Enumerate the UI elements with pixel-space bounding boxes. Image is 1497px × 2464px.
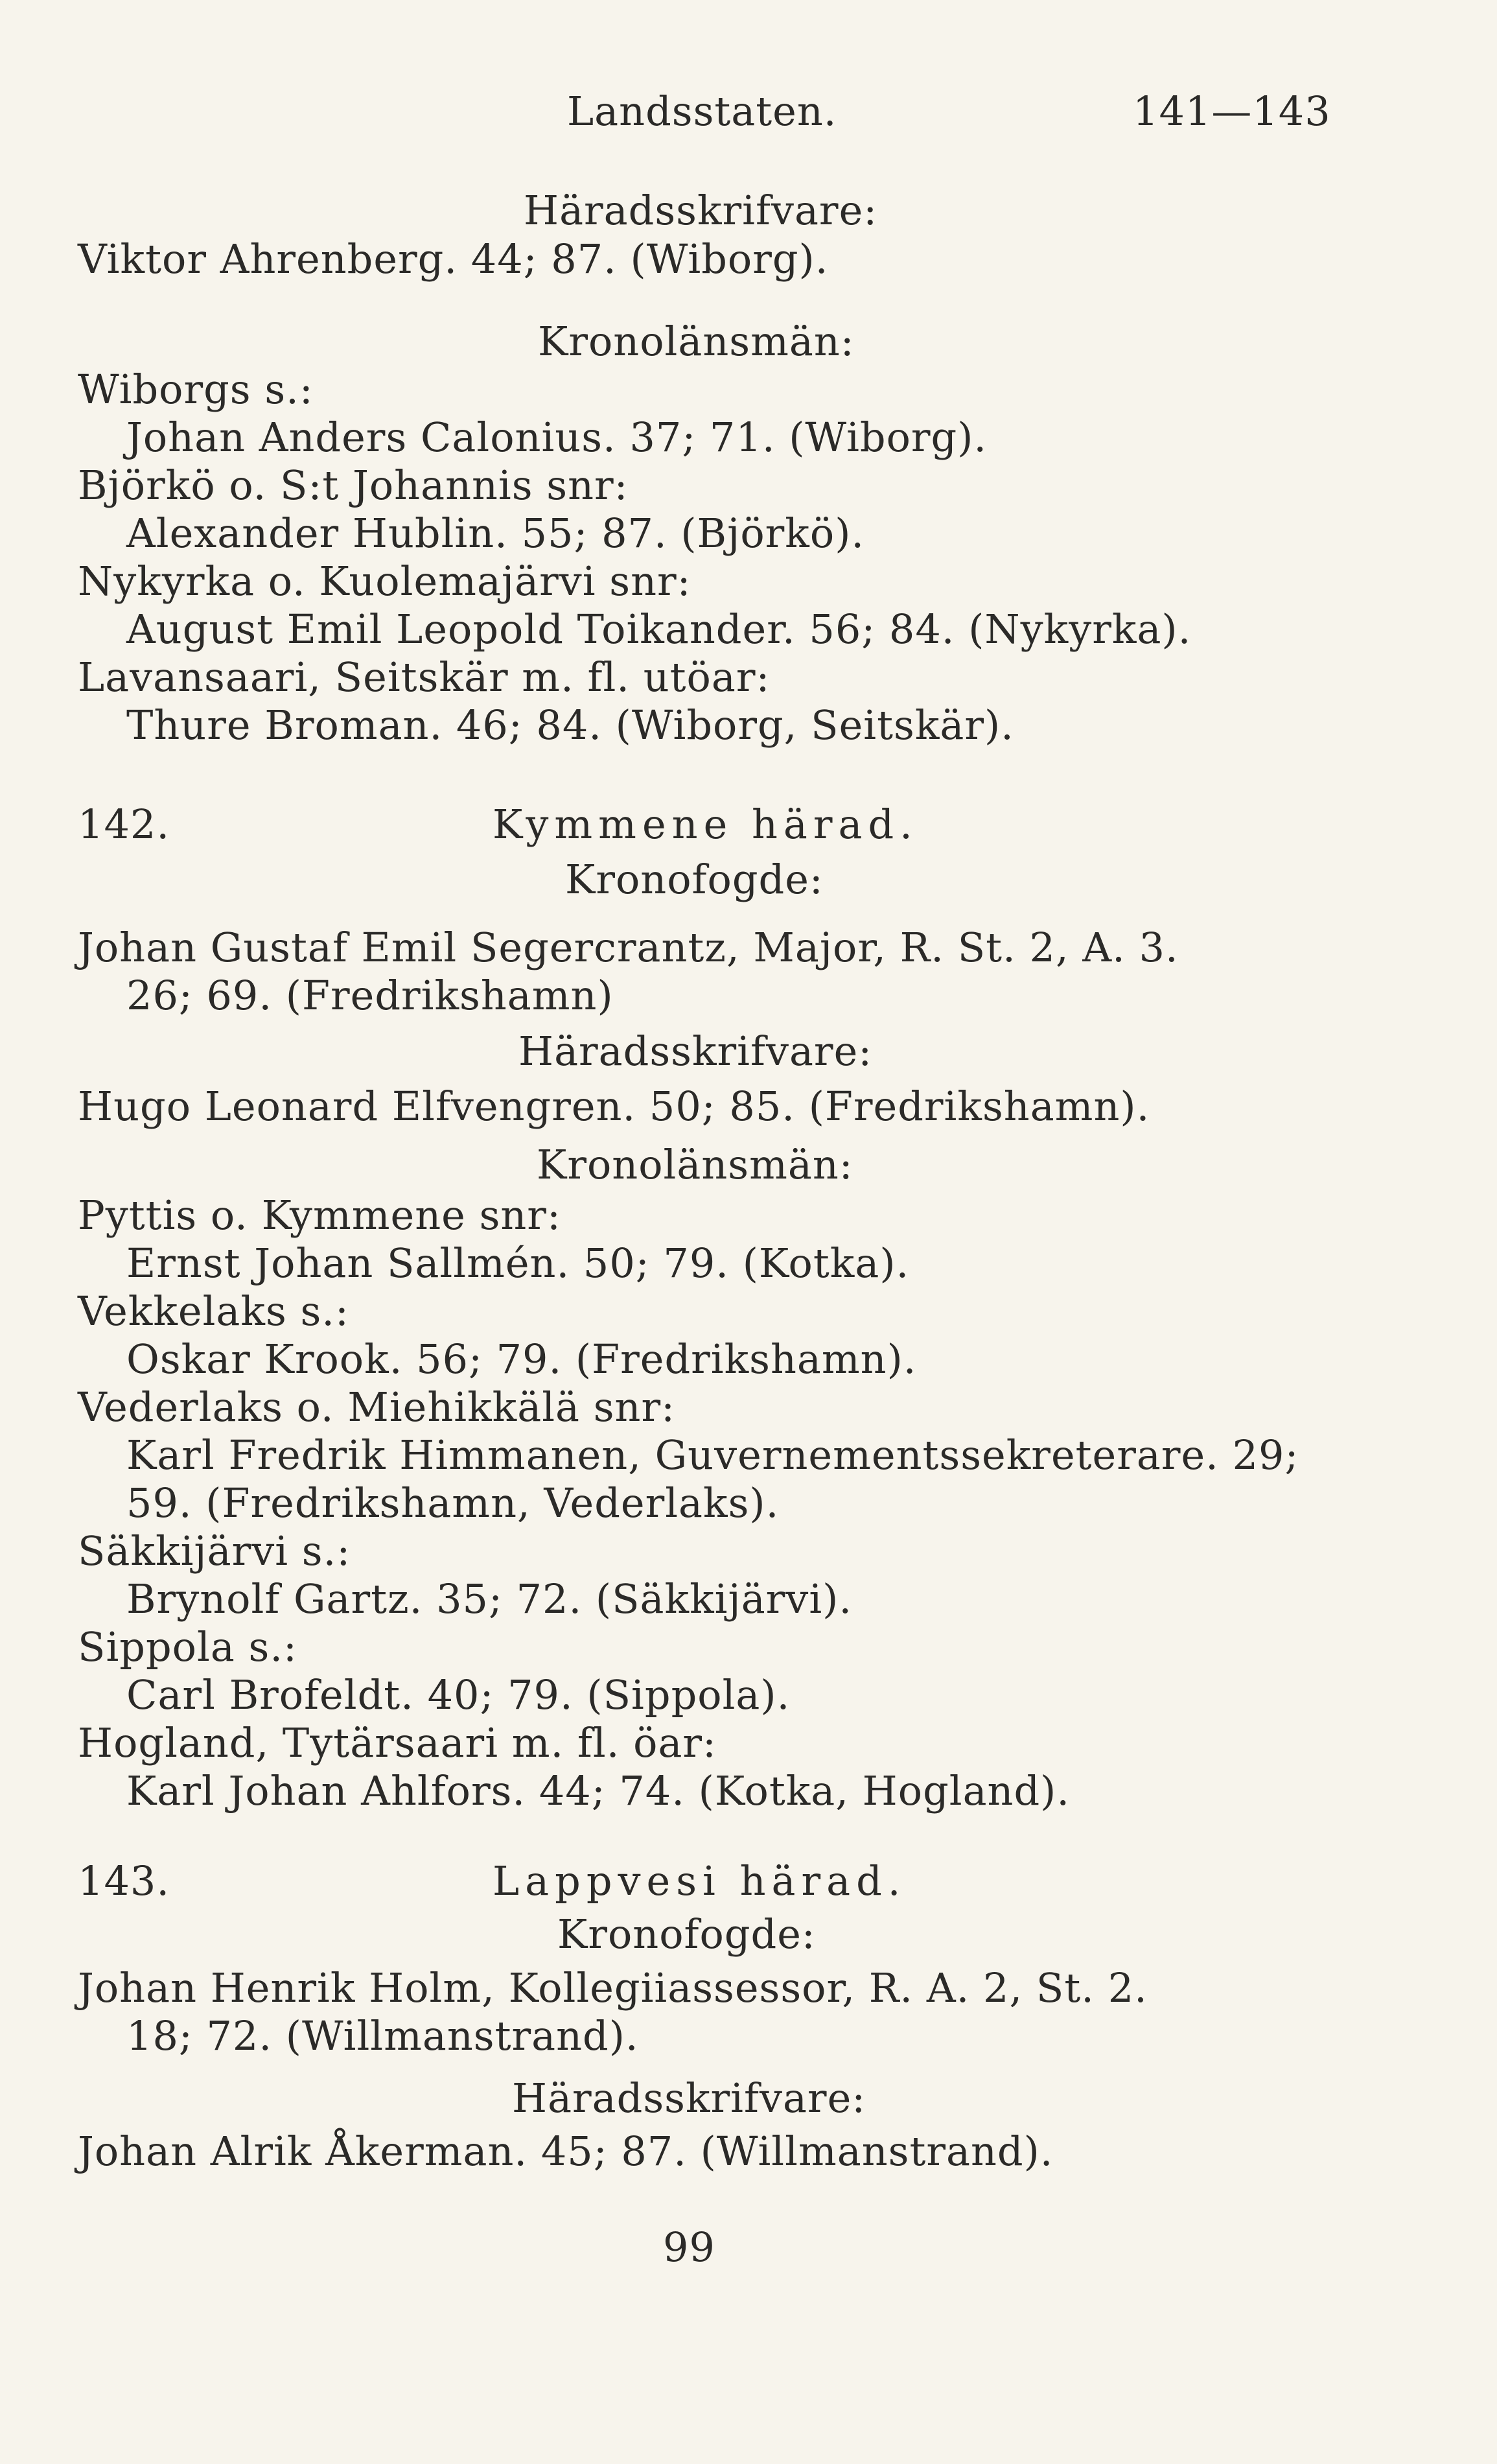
- entry-line: Johan Alrik Åkerman. 45; 87. (Willmanstrand).: [78, 2128, 1054, 2175]
- parish-line: Lavansaari, Seitskär m. fl. utöar:: [78, 653, 771, 701]
- entry-line: Oskar Krook. 56; 79. (Fredrikshamn).: [126, 1335, 917, 1383]
- entry-line: Karl Fredrik Himmanen, Guvernementssekreterare. 29;: [126, 1431, 1299, 1479]
- parish-line: Sippola s.:: [78, 1623, 297, 1671]
- parish-line: Wiborgs s.:: [78, 366, 314, 413]
- section-number: 142.: [78, 801, 170, 848]
- role-heading: Häradsskrifvare:: [518, 1027, 873, 1075]
- parish-line: Pyttis o. Kymmene snr:: [78, 1191, 561, 1239]
- role-heading: Kronolänsmän:: [537, 1141, 853, 1188]
- entry-line: 18; 72. (Willmanstrand).: [126, 2012, 639, 2059]
- entry-line: Johan Anders Calonius. 37; 71. (Wiborg).: [126, 414, 988, 461]
- entry-line: Ernst Johan Sallmén. 50; 79. (Kotka).: [126, 1239, 910, 1287]
- parish-line: Nykyrka o. Kuolemajärvi snr:: [78, 557, 691, 605]
- page-number: 99: [663, 2223, 715, 2271]
- section-title: Kymmene härad.: [493, 801, 918, 848]
- parish-line: Säkkijärvi s.:: [78, 1527, 351, 1575]
- entry-line: Viktor Ahrenberg. 44; 87. (Wiborg).: [78, 235, 829, 283]
- role-heading: Kronofogde:: [565, 856, 824, 903]
- role-heading: Häradsskrifvare:: [512, 2074, 866, 2122]
- parish-line: Vekkelaks s.:: [78, 1287, 349, 1335]
- running-head-range: 141—143: [1133, 88, 1331, 135]
- entry-line: 59. (Fredrikshamn, Vederlaks).: [126, 1479, 780, 1527]
- parish-line: Vederlaks o. Miehikkälä snr:: [78, 1383, 675, 1431]
- entry-line: Thure Broman. 46; 84. (Wiborg, Seitskär).: [126, 701, 1014, 749]
- entry-line: Alexander Hublin. 55; 87. (Björkö).: [126, 510, 865, 557]
- parish-line: Hogland, Tytärsaari m. fl. öar:: [78, 1719, 717, 1766]
- entry-line: 26; 69. (Fredrikshamn): [126, 972, 614, 1019]
- section-title: Lappvesi härad.: [493, 1857, 907, 1905]
- entry-line: Karl Johan Ahlfors. 44; 74. (Kotka, Hogland).: [126, 1767, 1071, 1814]
- entry-line: Hugo Leonard Elfvengren. 50; 85. (Fredrikshamn).: [78, 1083, 1150, 1130]
- running-head-title: Landsstaten.: [567, 88, 837, 135]
- role-heading: Häradsskrifvare:: [524, 187, 878, 234]
- entry-line: Johan Gustaf Emil Segercrantz, Major, R. St. 2, A. 3.: [78, 924, 1179, 971]
- role-heading: Kronofogde:: [557, 1910, 816, 1958]
- entry-line: Carl Brofeldt. 40; 79. (Sippola).: [126, 1671, 791, 1719]
- parish-line: Björkö o. S:t Johannis snr:: [78, 462, 629, 509]
- section-number: 143.: [78, 1857, 170, 1905]
- entry-line: Brynolf Gartz. 35; 72. (Säkkijärvi).: [126, 1575, 853, 1623]
- entry-line: August Emil Leopold Toikander. 56; 84. (Nykyrka).: [126, 605, 1192, 653]
- role-heading: Kronolänsmän:: [538, 318, 855, 365]
- entry-line: Johan Henrik Holm, Kollegiiassessor, R. A. 2, St. 2.: [78, 1964, 1148, 2012]
